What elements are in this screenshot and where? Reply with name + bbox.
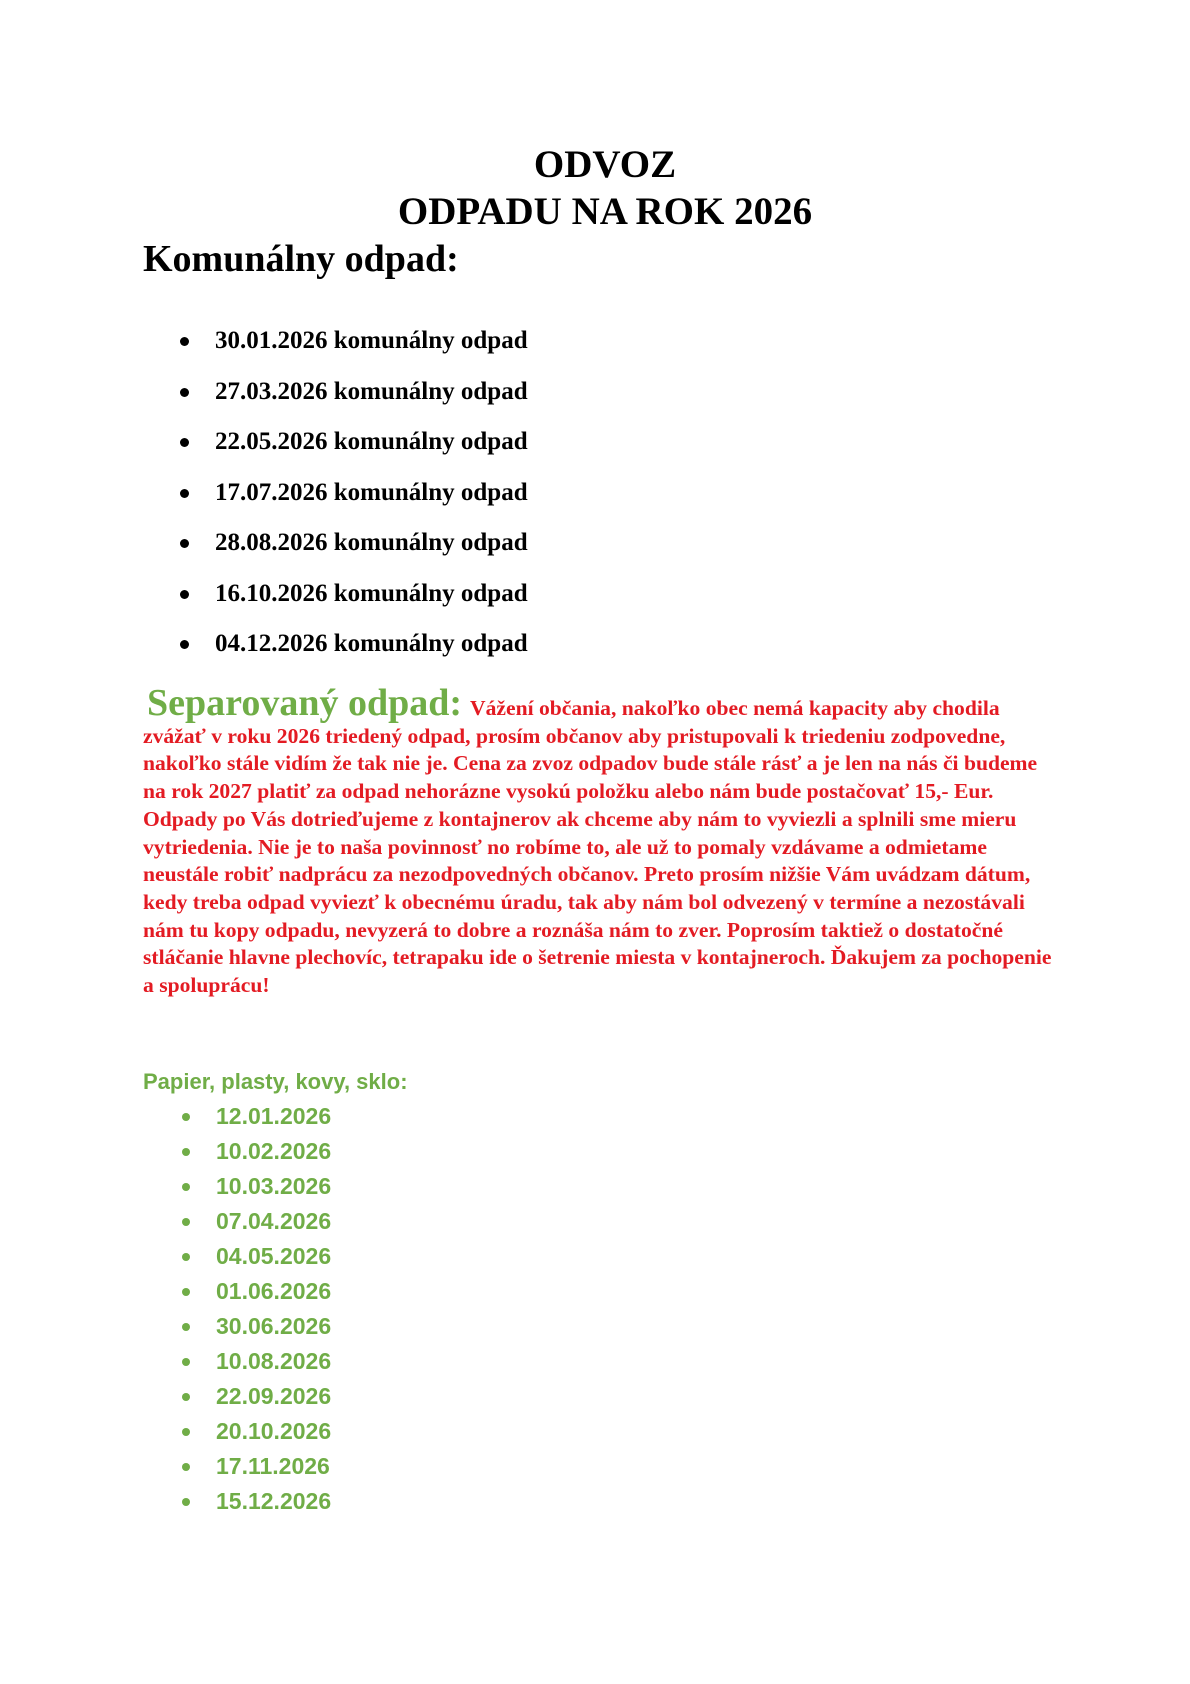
list-item <box>180 629 528 680</box>
list-item <box>180 1278 331 1313</box>
bullet-icon <box>180 539 189 548</box>
date-text: 10.03.2026 <box>216 1173 332 1199</box>
bullet-icon <box>180 438 189 447</box>
list-item-text: 30.01.2026 komunálny odpad <box>215 327 528 354</box>
list-item <box>180 1103 331 1138</box>
bullet-icon <box>182 1218 190 1226</box>
bullet-icon <box>182 1288 190 1296</box>
date-text: 20.10.2026 <box>216 1418 332 1444</box>
bullet-icon <box>182 1148 190 1156</box>
list-item <box>180 1138 331 1173</box>
bullet-icon <box>182 1358 190 1366</box>
bullet-icon <box>182 1113 190 1121</box>
list-item-text: 28.08.2026 komunálny odpad <box>215 529 528 556</box>
list-item <box>180 377 528 428</box>
papier-label: Papier, plasty, kovy, sklo: <box>143 1069 408 1094</box>
list-item-text: 17.07.2026 komunálny odpad <box>215 478 528 506</box>
list-item <box>180 1173 331 1208</box>
date-text: 17.11.2026 <box>216 1453 330 1479</box>
komunalny-list <box>180 326 528 680</box>
page-title-line-2: ODPADU NA ROK 2026 <box>397 190 813 233</box>
date-text: 15.12.2026 <box>216 1488 332 1514</box>
date-text: 12.01.2026 <box>216 1103 332 1129</box>
bullet-icon <box>182 1253 190 1261</box>
bullet-icon <box>180 590 189 599</box>
bullet-icon <box>182 1183 190 1191</box>
list-item-text: 16.10.2026 komunálny odpad <box>215 579 528 607</box>
bullet-icon <box>182 1428 190 1436</box>
list-item <box>180 1243 331 1278</box>
date-text: 04.05.2026 <box>216 1243 332 1269</box>
list-item <box>180 326 528 377</box>
separovany-heading: Separovaný odpad: <box>147 682 463 724</box>
date-text: 22.09.2026 <box>216 1383 332 1409</box>
bullet-icon <box>180 337 189 346</box>
bullet-icon <box>182 1393 190 1401</box>
date-text: 07.04.2026 <box>216 1208 332 1234</box>
page-title-line-1: ODVOZ <box>533 143 677 186</box>
bullet-icon <box>182 1498 190 1506</box>
list-item <box>180 1208 331 1243</box>
list-item <box>180 579 528 630</box>
list-item <box>180 1348 331 1383</box>
bullet-icon <box>180 640 189 649</box>
separovany-notice: Vážení občania, nakoľko obec nemá kapacity aby chodila zvážať v roku 2026 triedený odpad, prosím občanov aby pristupovali k triedeniu zodpovedne, nakoľko stále vidím že tak nie je. Cena za zvoz odpadov bude stále rásť a je len na nás či budeme na rok 2027 platiť za odpad nehorázne vysokú položku alebo nám bude postačovať 15,- Eur. Odpady po Vás dotrieďujeme z kontajnerov ak chceme aby nám to vyviezli a splnili sme mieru vytriedenia. Nie je to naša povinnosť no robíme to, ale už to pomaly vzdávame a odmietame neustále robiť nadprácu za nezodpovedných občanov. Preto prosím nižšie Vám uvádzam dátum, kedy treba odpad vyviezť k obecnému úradu, tak aby nám bol odvezený v termíne a nezostávali nám tu kopy odpadu, nevyzerá to dobre a roznáša nám to zver. Poprosím taktiež o dostatočné stláčanie hlavne plechovíc, tetrapaku ide o šetrenie miesta v kontajneroch. Ďakujem za pochopenie a spoluprácu! <box>143 696 1052 998</box>
list-item <box>180 1313 331 1348</box>
komunalny-heading: Komunálny odpad: <box>143 238 459 280</box>
date-text: 30.06.2026 <box>216 1313 332 1339</box>
bullet-icon <box>182 1463 190 1471</box>
list-item <box>180 1488 331 1523</box>
date-text: 10.08.2026 <box>216 1348 332 1374</box>
bullet-icon <box>182 1323 190 1331</box>
list-item <box>180 427 528 478</box>
bullet-icon <box>180 388 189 397</box>
list-item-text: 04.12.2026 komunálny odpad <box>215 630 528 657</box>
list-item <box>180 1383 331 1418</box>
date-text: 10.02.2026 <box>216 1138 332 1164</box>
list-item <box>180 1418 331 1453</box>
list-item <box>180 478 528 529</box>
list-item <box>180 528 528 579</box>
bullet-icon <box>180 489 189 498</box>
list-item-text: 22.05.2026 komunálny odpad <box>215 428 528 455</box>
separovany-section <box>143 684 1058 1000</box>
list-item <box>180 1453 331 1488</box>
papier-dates-list <box>180 1103 331 1523</box>
date-text: 01.06.2026 <box>216 1278 332 1304</box>
list-item-text: 27.03.2026 komunálny odpad <box>215 377 528 405</box>
